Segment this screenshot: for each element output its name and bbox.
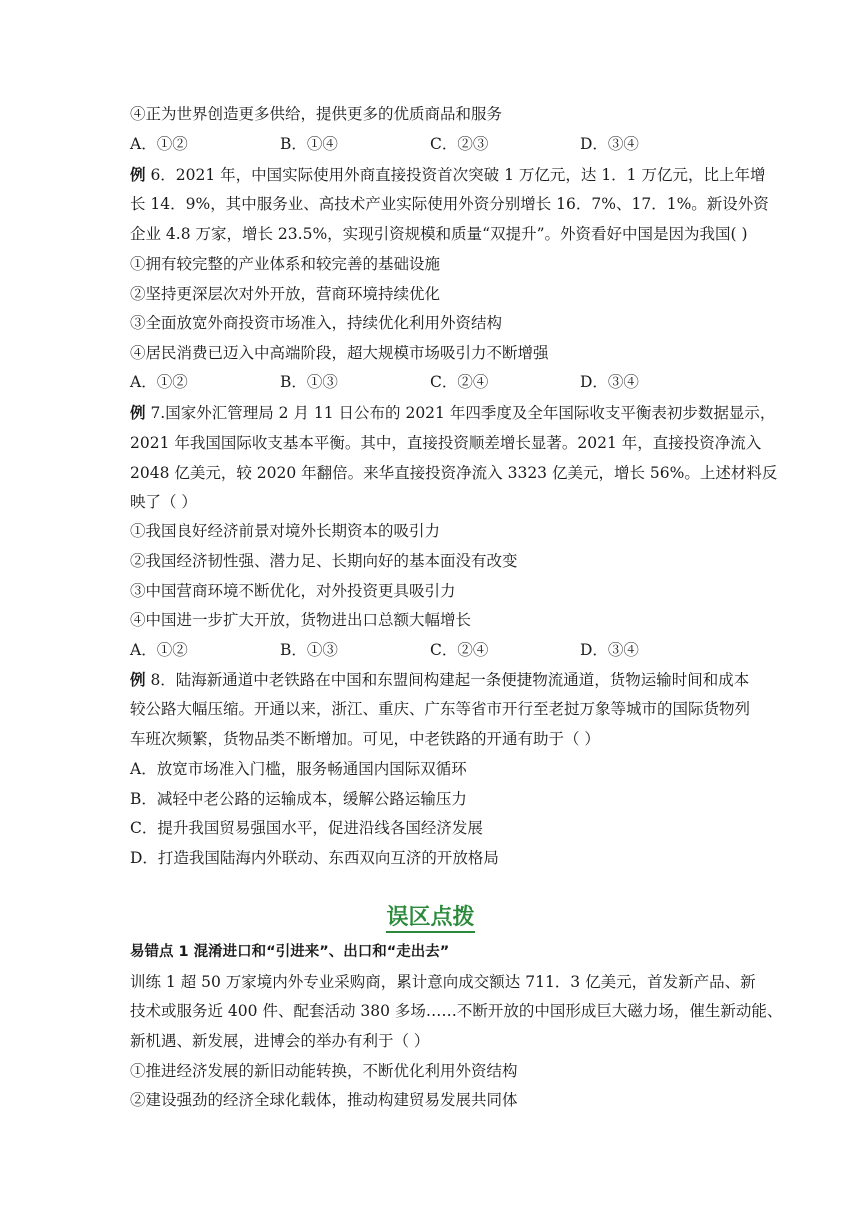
choice-line: ④居民消费已迈入中高端阶段，超大规模市场吸引力不断增强 bbox=[130, 344, 549, 362]
training-line: 训练 1 超 50 万家境内外专业采购商，累计意向成交额达 711．3 亿美元，首发新产品、新 bbox=[130, 973, 756, 991]
example-label: 例 bbox=[130, 670, 146, 689]
example-text: 8．陆海新通道中老铁路在中国和东盟间构建起一条便捷物流通道，货物运输时间和成本 bbox=[145, 671, 750, 689]
choice-line: ②坚持更深层次对外开放，营商环境持续优化 bbox=[130, 285, 441, 303]
example-6-line bbox=[130, 165, 765, 185]
choice-line: ②建设强劲的经济全球化载体，推动构建贸易发展共同体 bbox=[130, 1091, 518, 1109]
option-b: B．减轻中老公路的运输成本，缓解公路运输压力 bbox=[130, 790, 467, 808]
option-d: D．③④ bbox=[580, 641, 639, 659]
example-7-line: 映了（ ） bbox=[130, 493, 197, 511]
choice-line: ①推进经济发展的新旧动能转换，不断优化利用外资结构 bbox=[130, 1062, 518, 1080]
section-title bbox=[0, 903, 861, 933]
example-label: 例 bbox=[130, 165, 146, 184]
option-c: C．提升我国贸易强国水平，促进沿线各国经济发展 bbox=[130, 819, 483, 837]
choice-line: ①我国良好经济前景对境外长期资本的吸引力 bbox=[130, 522, 441, 540]
section-title-text: 误区点拨 bbox=[386, 905, 474, 933]
option-d: D．③④ bbox=[580, 373, 639, 391]
example-7-line: 2021 年我国国际收支基本平衡。其中，直接投资顺差增长显著。2021 年，直接投资净流入 bbox=[130, 434, 762, 452]
example-8-line bbox=[130, 670, 749, 690]
answer-options bbox=[130, 640, 750, 660]
option-a: A．放宽市场准入门槛，服务畅通国内国际双循环 bbox=[130, 760, 467, 778]
example-label: 例 bbox=[130, 403, 146, 422]
answer-options bbox=[130, 372, 750, 392]
pitfall-heading: 易错点 1 混淆进口和“引进来”、出口和“走出去” bbox=[130, 944, 450, 960]
option-a: A．①② bbox=[130, 641, 188, 659]
example-text: 7.国家外汇管理局 2 月 11 日公布的 2021 年四季度及全年国际收支平衡表初步数据显示， bbox=[145, 404, 776, 422]
example-6-line: 长 14．9%，其中服务业、高技术产业实际使用外资分别增长 16．7%、17．1%。新设外资 bbox=[130, 195, 769, 213]
option-b: B．①③ bbox=[280, 641, 338, 659]
option-c: C．②③ bbox=[430, 135, 489, 153]
choice-line: ④正为世界创造更多供给，提供更多的优质商品和服务 bbox=[130, 105, 503, 123]
choice-line: ②我国经济韧性强、潜力足、长期向好的基本面没有改变 bbox=[130, 552, 518, 570]
option-a: A．①② bbox=[130, 135, 188, 153]
choice-line: ①拥有较完整的产业体系和较完善的基础设施 bbox=[130, 255, 441, 273]
option-d: D．打造我国陆海内外联动、东西双向互济的开放格局 bbox=[130, 849, 499, 867]
training-line: 新机遇、新发展，进博会的举办有利于（ ） bbox=[130, 1032, 430, 1050]
example-7-line: 2048 亿美元，较 2020 年翻倍。来华直接投资净流入 3323 亿美元，增长 56%。上述材料反 bbox=[130, 464, 778, 482]
example-7-line bbox=[130, 403, 775, 423]
option-d: D．③④ bbox=[580, 135, 639, 153]
option-c: C．②④ bbox=[430, 641, 489, 659]
option-a: A．①② bbox=[130, 373, 188, 391]
option-c: C．②④ bbox=[430, 373, 489, 391]
example-8-line: 较公路大幅压缩。开通以来，浙江、重庆、广东等省市开行至老挝万象等城市的国际货物列 bbox=[130, 700, 751, 718]
example-text: 6．2021 年，中国实际使用外商直接投资首次突破 1 万亿元，达 1．1 万亿元，比上年增 bbox=[145, 166, 766, 184]
example-6-line: 企业 4.8 万家，增长 23.5%，实现引资规模和质量“双提升”。外资看好中国是因为我国( ) bbox=[130, 225, 748, 243]
choice-line: ④中国进一步扩大开放，货物进出口总额大幅增长 bbox=[130, 611, 472, 629]
answer-options bbox=[130, 134, 750, 154]
example-8-line: 车班次频繁，货物品类不断增加。可见，中老铁路的开通有助于（ ） bbox=[130, 730, 600, 748]
training-line: 技术或服务近 400 件、配套活动 380 多场……不断开放的中国形成巨大磁力场，催生新动能、 bbox=[130, 1002, 783, 1020]
option-b: B．①④ bbox=[280, 135, 338, 153]
choice-line: ③全面放宽外商投资市场准入，持续优化利用外资结构 bbox=[130, 314, 503, 332]
choice-line: ③中国营商环境不断优化，对外投资更具吸引力 bbox=[130, 582, 456, 600]
option-b: B．①③ bbox=[280, 373, 338, 391]
